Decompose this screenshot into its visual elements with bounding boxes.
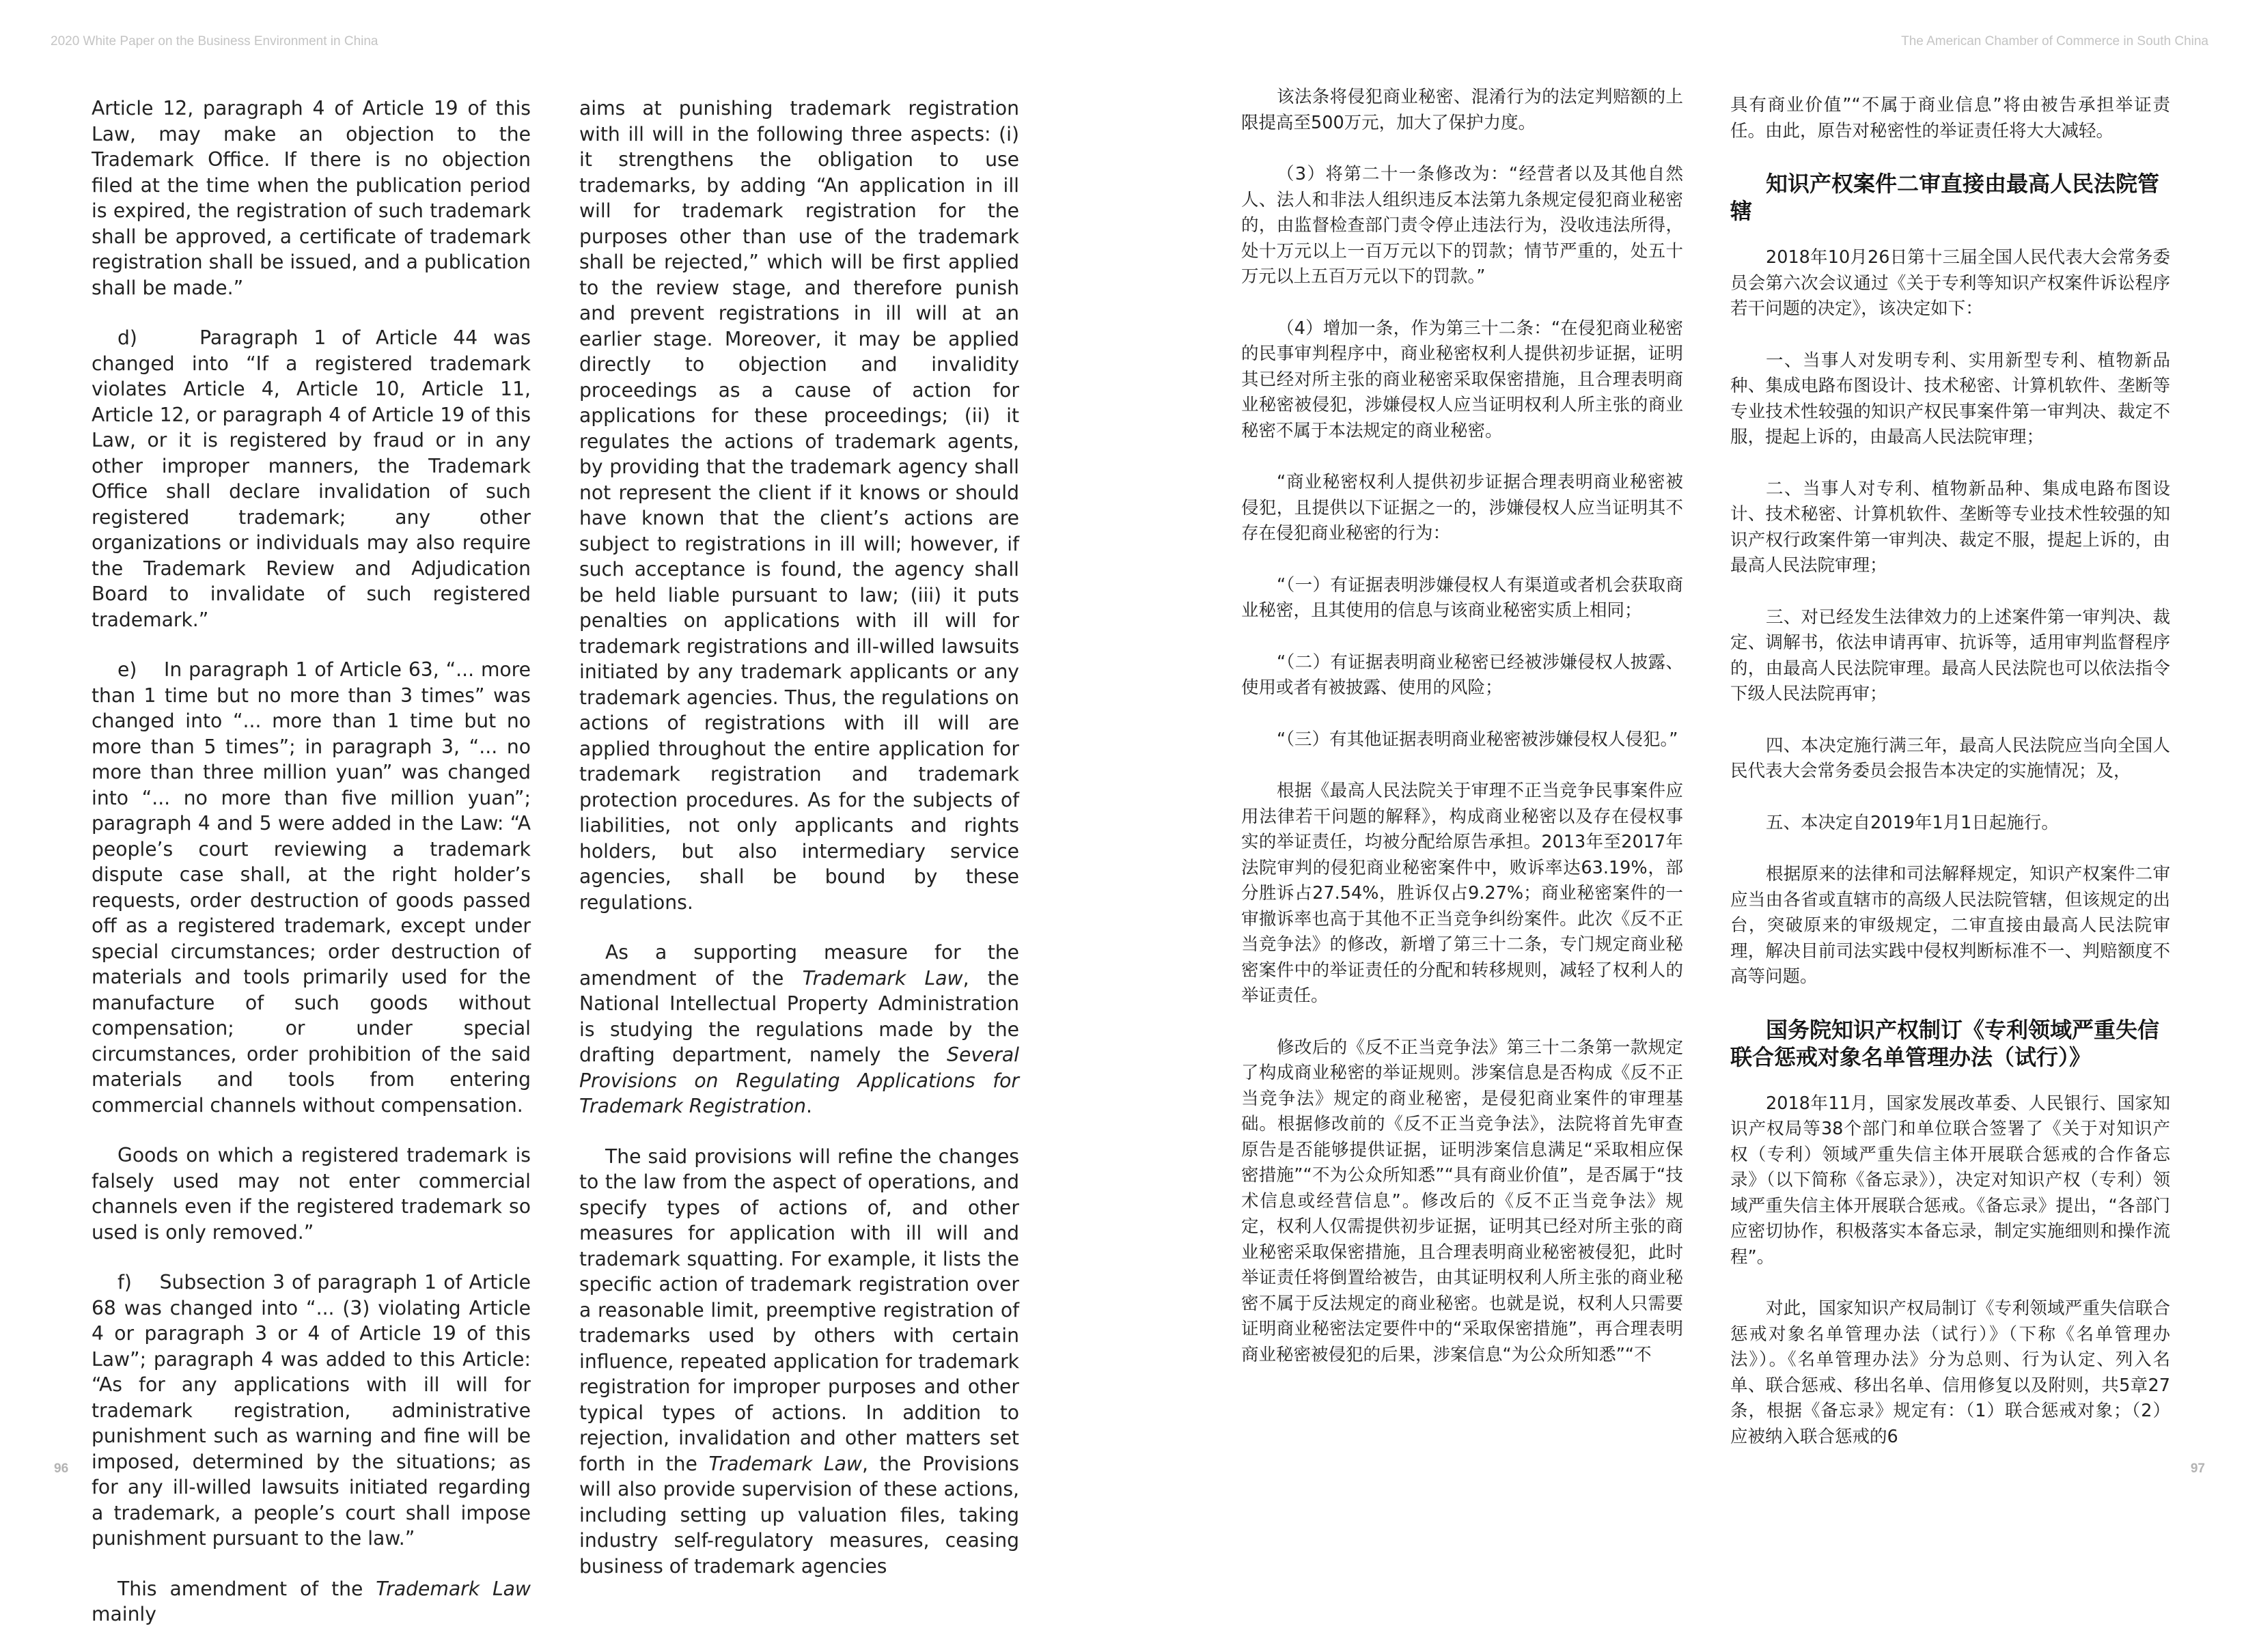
text-span: mainly <box>92 1603 156 1625</box>
paragraph: 对此，国家知识产权局制订《专利领域严重失信联合惩戒对象名单管理办法（试行）》（下称《名单管理办法》）。《名单管理办法》分为总则、行为认定、列入名单、联合惩戒、移出名单、信用修复以及附则，共5章27条，根据《备忘录》规定有：（1）联合惩戒对象；（2）应被纳入联合惩戒的6 <box>1730 1298 2170 1447</box>
section-heading: 国务院知识产权制订《专利领域严重失信联合惩戒对象名单管理办法（试行）》 <box>1730 1016 2160 1070</box>
section-heading: 知识产权案件二审直接由最高人民法院管辖 <box>1730 171 2160 224</box>
paragraph: 2018年11月，国家发展改革委、人民银行、国家知识产权局等38个部门和单位联合签署了《关于对知识产权（专利）领域严重失信主体开展联合惩戒的合作备忘录》（以下简称《备忘录》），决定对知识产权（专利）领域严重失信主体开展联合惩戒。《备忘录》提出，“各部门应密切协作，积极落实本备忘录，制定实施细则和操作流程”。 <box>1730 1093 2170 1268</box>
law-title: Trademark Law <box>802 966 963 990</box>
running-header-right: The American Chamber of Commerce in South China <box>1901 34 2208 48</box>
page-number-right: 97 <box>2190 1461 2205 1476</box>
paragraph: （4）增加一条，作为第三十二条：“在侵犯商业秘密的民事审判程序中，商业秘密权利人提供初步证据，证明其已经对所主张的商业秘密采取保密措施，且合理表明商业秘密被侵犯，涉嫌侵权人应当证明权利人所主张的商业秘密不属于本法规定的商业秘密。 <box>1241 318 1683 441</box>
paragraph: （3）将第二十一条修改为：“经营者以及其他自然人、法人和非法人组织违反本法第九条规定侵犯商业秘密的，由监督检查部门责令停止违法行为，没收违法所得，处十万元以上一百万元以下的罚款；情节严重的，处五十万元以上五百万元以下的罚款。” <box>1241 164 1683 287</box>
paragraph: 2018年10月26日第十三届全国人民代表大会常务委员会第六次会议通过《关于专利等知识产权案件诉讼程序若干问题的决定》，该决定如下： <box>1730 247 2170 319</box>
paragraph: Article 12, paragraph 4 of Article 19 of this Law, may make an objection to the Trademark Office. If there is no objection filed at the time when the publication period is expired, the registration of such trademark shall be approved, a certificate of trademark registration shall be issued, and a publication shall be made.” <box>92 97 531 299</box>
law-title: Trademark Law <box>376 1577 531 1600</box>
paragraph: aims at punishing trademark registration with ill will in the following three aspects: (i) it strengthens the obligation to use trademarks, by adding “An application in ill will for trademark registration for the purposes other than use of the trademark shall be rejected,” which will be first applied to the review stage, and therefore punish and prevent registrations in ill will at an earlier stage. Moreover, it may be applied directly to objection and invalidity proceedings as a cause of action for applications for these proceedings; (ii) it regulates the actions of trademark agents, by providing that the trademark agency shall not represent the client if it knows or should have known that the client’s actions are subject to registrations in ill will; however, if such acceptance is found, the agency shall be held liable pursuant to law; (iii) it puts penalties on applications with ill will for trademark registrations and ill-willed lawsuits initiated by any trademark applicants or any trademark agencies. Thus, the regulations on actions of registrations with ill will are applied throughout the entire application for trademark registration and trademark protection procedures. As for the subjects of liabilities, not only applicants and rights holders, but also intermediary service agencies, shall be bound by these regulations. <box>579 97 1019 914</box>
paragraph: “（二）有证据表明商业秘密已经被涉嫌侵权人披露、使用或者有被披露、使用的风险； <box>1241 652 1683 698</box>
paragraph: 三、对已经发生法律效力的上述案件第一审判决、裁定、调解书，依法申请再审、抗诉等，适用审判监督程序的，由最高人民法院审理。最高人民法院也可以依法指令下级人民法院再审； <box>1730 606 2170 704</box>
text-span: The said provisions will refine the changes to the law from the aspect of operations, and specify types of actions of, and other measures for application with ill will and trademark squatting. For example, it lists the specific action of trademark registration over a reasonable limit, preemptive registration of trademarks used by others with certain influence, repeated application for trademark registration for improper purposes and other typical types of actions. In addition to rejection, invalidation and other matters set forth in the <box>579 1145 1019 1475</box>
text-span: , the Provisions will also provide supervision of these actions, including setting up valuation files, taking industry self-regulatory measures, ceasing business of trademark agencies <box>579 1452 1019 1578</box>
paragraph: 二、当事人对专利、植物新品种、集成电路布图设计、技术秘密、计算机软件、垄断等专业技术性较强的知识产权行政案件第一审判决、裁定不服，提起上诉的，由最高人民法院审理； <box>1730 478 2170 576</box>
paragraph: 根据原来的法律和司法解释规定，知识产权案件二审应当由各省或直辖市的高级人民法院管辖，但该规定的出台，突破原来的审级规定，二审直接由最高人民法院审理，解决目前司法实践中侵权判断标准不一、判赔额度不高等问题。 <box>1730 864 2170 987</box>
paragraph: f) Subsection 3 of paragraph 1 of Article 68 was changed into “... (3) violating Article 4 or paragraph 3 or 4 of Article 19 of this Law”; paragraph 4 was added to this Article: “As for any applications with ill will for trademark registration, administrative punishment such as warning and fine will be imposed, determined by the situations; as for any ill-willed lawsuits initiated regarding a trademark, a people’s court shall impose punishment pursuant to the law.” <box>92 1271 531 1550</box>
paragraph: e) In paragraph 1 of Article 63, “... more than 1 time but no more than 3 times” was changed into “... more than 1 time but no more than 5 times”; in paragraph 3, “... no more than three million yuan” was changed into “... no more than five million yuan”; paragraph 4 and 5 were added in the Law: “A people’s court reviewing a trademark dispute case shall, at the right holder’s requests, order destruction of goods passed off as a registered trademark, except under special circumstances; order destruction of materials and tools primarily used for the manufacture of such goods without compensation; or under special circumstances, order prohibition of the said materials and tools from entering commercial channels without compensation. <box>92 658 531 1117</box>
paragraph: 具有商业价值”“不属于商业信息”将由被告承担举证责任。由此，原告对秘密性的举证责任将大大减轻。 <box>1730 95 2170 141</box>
paragraph: “商业秘密权利人提供初步证据合理表明商业秘密被侵犯，且提供以下证据之一的，涉嫌侵权人应当证明其不存在侵犯商业秘密的行为： <box>1241 472 1683 544</box>
paragraph: 根据《最高人民法院关于审理不正当竞争民事案件应用法律若干问题的解释》，构成商业秘密以及存在侵权事实的举证责任，均被分配给原告承担。2013年至2017年法院审判的侵犯商业秘密案件中，败诉率达63.19%，部分胜诉占27.54%，胜诉仅占9.27%；商业秘密案件的一审撤诉率也高于其他不正当竞争纠纷案件。此次《反不正当竞争法》的修改，新增了第三十二条，专门规定商业秘密案件中的举证责任的分配和转移规则，减轻了权利人的举证责任。 <box>1241 781 1683 1006</box>
regulation-title: Several Provisions on Regulating Applications for Trademark Registration <box>579 1044 1019 1117</box>
paragraph <box>579 1144 1019 1580</box>
page-number-left: 96 <box>54 1461 69 1476</box>
text-span: , the National Intellectual Property Administration is studying the regulations made by the drafting department, namely the <box>579 966 1019 1066</box>
paragraph: 一、当事人对发明专利、实用新型专利、植物新品种、集成电路布图设计、技术秘密、计算机软件、垄断等专业技术性较强的知识产权民事案件第一审判决、裁定不服，提起上诉的，由最高人民法院审理； <box>1730 350 2170 447</box>
paragraph: “（一）有证据表明涉嫌侵权人有渠道或者机会获取商业秘密，且其使用的信息与该商业秘密实质上相同； <box>1241 574 1683 621</box>
column-2 <box>579 96 1019 1604</box>
text-span: . <box>805 1095 812 1117</box>
text-span: This amendment of the <box>117 1577 376 1600</box>
paragraph: 修改后的《反不正当竞争法》第三十二条第一款规定了构成商业秘密的举证规则。涉案信息是否构成《反不正当竞争法》规定的商业秘密，是侵犯商业案件的审理基础。根据修改前的《反不正当竞争法》，法院将首先审查原告是否能够提供证据，证明涉案信息满足“采取相应保密措施”“不为公众所知悉”“具有商业价值”，是否属于“技术信息或经营信息”。修改后的《反不正当竞争法》规定，权利人仅需提供初步证据，证明其已经对所主张的商业秘密采取保密措施，且合理表明商业秘密被侵犯，此时举证责任将倒置给被告，由其证明权利人所主张的商业秘密不属于反法规定的商业秘密。也就是说，权利人只需要证明商业秘密法定要件中的“采取保密措施”，再合理表明商业秘密被侵犯的后果，涉案信息“为公众所知悉”“不 <box>1241 1037 1683 1365</box>
paragraph: Goods on which a registered trademark is falsely used may not enter commercial channels even if the registered trademark so used is only removed.” <box>92 1144 531 1244</box>
text-span: As a supporting measure for the amendment of the <box>579 941 1019 990</box>
paragraph: d) Paragraph 1 of Article 44 was changed into “If a registered trademark violates Article 4, Article 10, Article 11, Article 12, or paragraph 4 of Article 19 of this Law, or it is registered by fraud or in any other improper manners, the Trademark Office shall declare invalidation of such registered trademark; any other organizations or individuals may also require the Trademark Review and Adjudication Board to invalidate of such registered trademark.” <box>92 326 531 631</box>
running-header-left: 2020 White Paper on the Business Environment in China <box>51 34 378 48</box>
paragraph: “（三）有其他证据表明商业秘密被涉嫌侵权人侵犯。” <box>1277 729 1678 750</box>
paragraph <box>579 940 1019 1119</box>
paragraph: 四、本决定施行满三年，最高人民法院应当向全国人民代表大会常务委员会报告本决定的实施情况；及， <box>1730 735 2170 781</box>
law-title: Trademark Law <box>708 1452 862 1475</box>
column-4 <box>1730 93 2170 1476</box>
paragraph: 五、本决定自2019年1月1日起施行。 <box>1766 812 2059 833</box>
paragraph: 该法条将侵犯商业秘密、混淆行为的法定判赔额的上限提高至500万元，加大了保护力度。 <box>1241 87 1683 133</box>
column-1 <box>92 96 531 1652</box>
column-3 <box>1241 85 1683 1394</box>
paragraph <box>92 1576 531 1627</box>
